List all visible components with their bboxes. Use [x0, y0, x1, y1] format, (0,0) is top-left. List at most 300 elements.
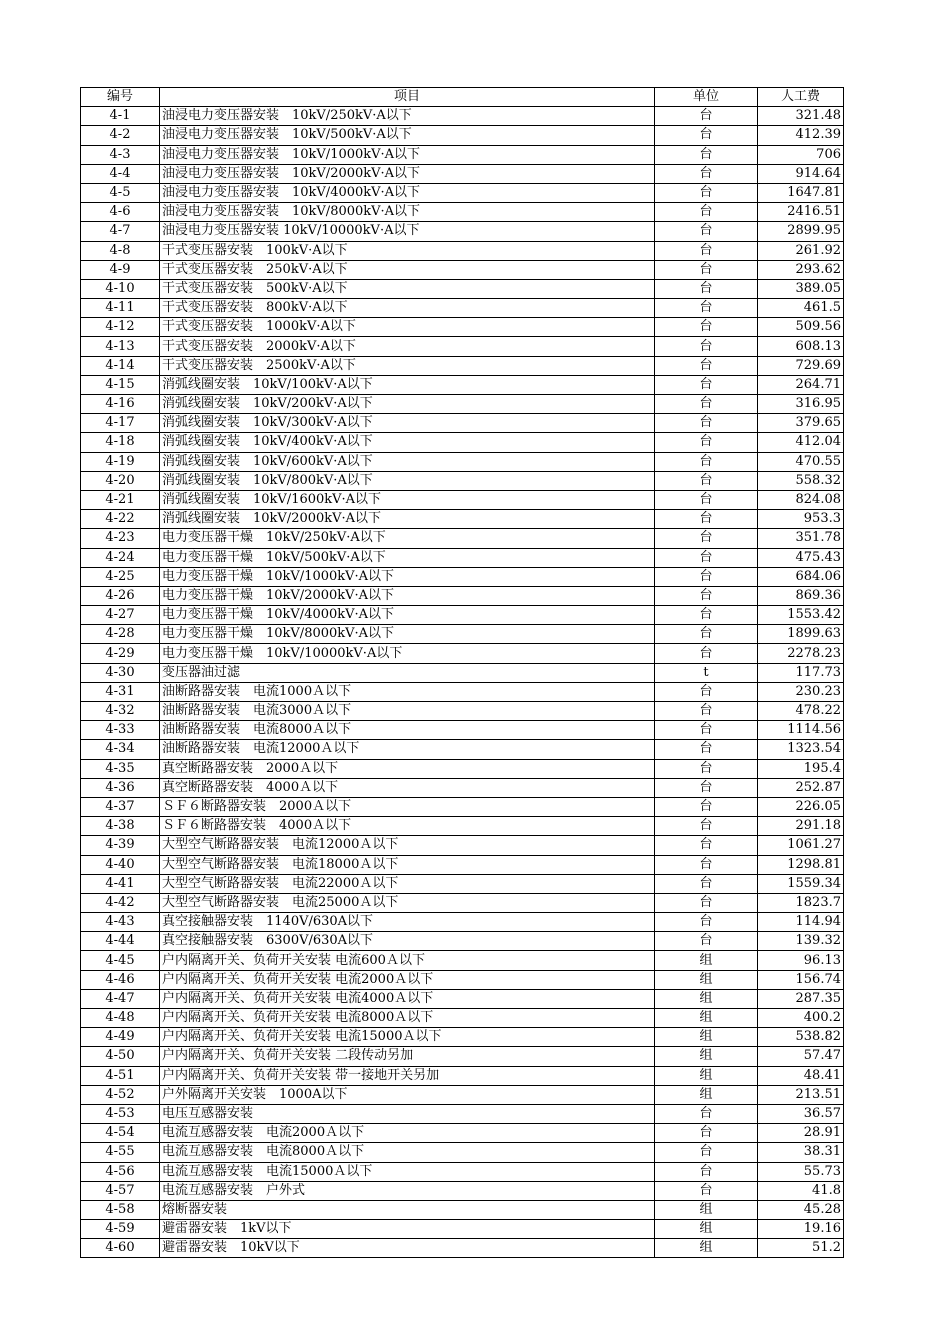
row-fee: 19.16 — [758, 1220, 844, 1239]
row-item: 干式变压器安装 1000kV·A以下 — [160, 318, 655, 337]
row-fee: 55.73 — [758, 1162, 844, 1181]
row-fee: 287.35 — [758, 989, 844, 1008]
row-fee: 461.5 — [758, 299, 844, 318]
row-item: 干式变压器安装 500kV·A以下 — [160, 279, 655, 298]
table-row — [81, 548, 844, 567]
row-code: 4-10 — [81, 279, 160, 298]
table-row — [81, 913, 844, 932]
row-fee: 38.31 — [758, 1143, 844, 1162]
row-fee: 1323.54 — [758, 740, 844, 759]
row-item: 油断路器安装 电流8000Ａ以下 — [160, 721, 655, 740]
row-unit: 台 — [655, 260, 758, 279]
row-item: 消弧线圈安装 10kV/1600kV·A以下 — [160, 490, 655, 509]
table-row — [81, 1181, 844, 1200]
row-unit: 台 — [655, 356, 758, 375]
row-unit: t — [655, 663, 758, 682]
row-code: 4-56 — [81, 1162, 160, 1181]
row-item: 户内隔离开关、负荷开关安装 电流8000Ａ以下 — [160, 1009, 655, 1028]
row-item: 油断路器安装 电流1000Ａ以下 — [160, 682, 655, 701]
row-item: 油浸电力变压器安装 10kV/8000kV·A以下 — [160, 203, 655, 222]
table-row — [81, 375, 844, 394]
table-row — [81, 1047, 844, 1066]
row-code: 4-5 — [81, 183, 160, 202]
row-code: 4-7 — [81, 222, 160, 241]
row-code: 4-18 — [81, 433, 160, 452]
row-fee: 509.56 — [758, 318, 844, 337]
row-unit: 组 — [655, 951, 758, 970]
row-item: 干式变压器安装 2000kV·A以下 — [160, 337, 655, 356]
row-fee: 252.87 — [758, 778, 844, 797]
row-fee: 226.05 — [758, 797, 844, 816]
row-item: 真空断路器安装 2000Ａ以下 — [160, 759, 655, 778]
row-code: 4-31 — [81, 682, 160, 701]
table-row — [81, 1162, 844, 1181]
row-code: 4-6 — [81, 203, 160, 222]
row-item: 真空接触器安装 6300V/630A以下 — [160, 932, 655, 951]
row-unit: 台 — [655, 874, 758, 893]
table-row — [81, 241, 844, 260]
row-fee: 729.69 — [758, 356, 844, 375]
row-unit: 台 — [655, 1124, 758, 1143]
row-fee: 558.32 — [758, 471, 844, 490]
row-unit: 组 — [655, 1239, 758, 1258]
row-item: ＳＦ６断路器安装 4000Ａ以下 — [160, 817, 655, 836]
row-fee: 869.36 — [758, 586, 844, 605]
row-code: 4-20 — [81, 471, 160, 490]
table-row — [81, 222, 844, 241]
row-unit: 台 — [655, 203, 758, 222]
table-row — [81, 279, 844, 298]
row-unit: 台 — [655, 1181, 758, 1200]
row-code: 4-3 — [81, 145, 160, 164]
table-row — [81, 510, 844, 529]
row-unit: 组 — [655, 989, 758, 1008]
row-fee: 379.65 — [758, 414, 844, 433]
row-fee: 213.51 — [758, 1085, 844, 1104]
row-item: 干式变压器安装 250kV·A以下 — [160, 260, 655, 279]
table-row — [81, 1028, 844, 1047]
row-code: 4-43 — [81, 913, 160, 932]
row-item: 熔断器安装 — [160, 1200, 655, 1219]
table-row — [81, 586, 844, 605]
table-row — [81, 356, 844, 375]
row-unit: 台 — [655, 836, 758, 855]
row-fee: 117.73 — [758, 663, 844, 682]
header-code: 编号 — [81, 88, 160, 107]
table-row — [81, 1239, 844, 1258]
row-unit: 台 — [655, 1143, 758, 1162]
row-item: 油浸电力变压器安装 10kV/10000kV·A以下 — [160, 222, 655, 241]
row-code: 4-21 — [81, 490, 160, 509]
row-item: 户内隔离开关、负荷开关安装 电流2000Ａ以下 — [160, 970, 655, 989]
row-unit: 台 — [655, 682, 758, 701]
row-fee: 293.62 — [758, 260, 844, 279]
row-fee: 1061.27 — [758, 836, 844, 855]
row-code: 4-36 — [81, 778, 160, 797]
row-item: 消弧线圈安装 10kV/800kV·A以下 — [160, 471, 655, 490]
row-unit: 台 — [655, 452, 758, 471]
row-unit: 台 — [655, 932, 758, 951]
row-fee: 316.95 — [758, 395, 844, 414]
row-fee: 41.8 — [758, 1181, 844, 1200]
row-unit: 台 — [655, 299, 758, 318]
row-item: 户内隔离开关、负荷开关安装 电流600Ａ以下 — [160, 951, 655, 970]
table-row — [81, 682, 844, 701]
row-fee: 953.3 — [758, 510, 844, 529]
row-item: 电压互感器安装 — [160, 1104, 655, 1123]
table-row — [81, 663, 844, 682]
row-code: 4-26 — [81, 586, 160, 605]
row-unit: 台 — [655, 241, 758, 260]
table-row — [81, 164, 844, 183]
table-row — [81, 203, 844, 222]
row-fee: 706 — [758, 145, 844, 164]
table-row — [81, 1104, 844, 1123]
row-unit: 台 — [655, 1162, 758, 1181]
table-row — [81, 625, 844, 644]
table-row — [81, 759, 844, 778]
header-item: 项目 — [160, 88, 655, 107]
row-item: 干式变压器安装 2500kV·A以下 — [160, 356, 655, 375]
table-row — [81, 1220, 844, 1239]
row-unit: 台 — [655, 702, 758, 721]
table-row — [81, 395, 844, 414]
row-unit: 台 — [655, 759, 758, 778]
row-code: 4-34 — [81, 740, 160, 759]
table-row — [81, 490, 844, 509]
row-unit: 组 — [655, 970, 758, 989]
row-code: 4-58 — [81, 1200, 160, 1219]
row-fee: 1298.81 — [758, 855, 844, 874]
row-item: 油断路器安装 电流12000Ａ以下 — [160, 740, 655, 759]
row-fee: 470.55 — [758, 452, 844, 471]
row-item: 户外隔离开关安装 1000A以下 — [160, 1085, 655, 1104]
row-code: 4-30 — [81, 663, 160, 682]
row-fee: 824.08 — [758, 490, 844, 509]
row-code: 4-8 — [81, 241, 160, 260]
row-code: 4-49 — [81, 1028, 160, 1047]
row-unit: 组 — [655, 1028, 758, 1047]
row-item: 避雷器安装 10kV以下 — [160, 1239, 655, 1258]
row-code: 4-47 — [81, 989, 160, 1008]
table-row — [81, 989, 844, 1008]
row-unit: 台 — [655, 414, 758, 433]
table-row — [81, 1200, 844, 1219]
row-item: 户内隔离开关、负荷开关安装 带一接地开关另加 — [160, 1066, 655, 1085]
row-item: ＳＦ６断路器安装 2000Ａ以下 — [160, 797, 655, 816]
row-fee: 261.92 — [758, 241, 844, 260]
row-code: 4-22 — [81, 510, 160, 529]
header-fee: 人工费 — [758, 88, 844, 107]
row-item: 户内隔离开关、负荷开关安装 电流15000Ａ以下 — [160, 1028, 655, 1047]
row-code: 4-29 — [81, 644, 160, 663]
row-code: 4-41 — [81, 874, 160, 893]
row-fee: 230.23 — [758, 682, 844, 701]
table-row — [81, 107, 844, 126]
row-unit: 台 — [655, 164, 758, 183]
row-unit: 台 — [655, 222, 758, 241]
row-unit: 台 — [655, 644, 758, 663]
table-row — [81, 797, 844, 816]
row-item: 消弧线圈安装 10kV/600kV·A以下 — [160, 452, 655, 471]
row-fee: 608.13 — [758, 337, 844, 356]
row-item: 电力变压器干燥 10kV/500kV·A以下 — [160, 548, 655, 567]
row-code: 4-53 — [81, 1104, 160, 1123]
row-item: 电流互感器安装 电流8000Ａ以下 — [160, 1143, 655, 1162]
row-fee: 1114.56 — [758, 721, 844, 740]
row-code: 4-24 — [81, 548, 160, 567]
row-unit: 台 — [655, 1104, 758, 1123]
row-unit: 台 — [655, 433, 758, 452]
row-item: 消弧线圈安装 10kV/400kV·A以下 — [160, 433, 655, 452]
row-code: 4-32 — [81, 702, 160, 721]
row-unit: 台 — [655, 107, 758, 126]
row-unit: 台 — [655, 529, 758, 548]
row-fee: 36.57 — [758, 1104, 844, 1123]
row-code: 4-44 — [81, 932, 160, 951]
row-code: 4-19 — [81, 452, 160, 471]
row-fee: 291.18 — [758, 817, 844, 836]
row-code: 4-16 — [81, 395, 160, 414]
row-code: 4-55 — [81, 1143, 160, 1162]
table-row — [81, 606, 844, 625]
row-item: 电力变压器干燥 10kV/10000kV·A以下 — [160, 644, 655, 663]
row-item: 真空接触器安装 1140V/630A以下 — [160, 913, 655, 932]
row-item: 油浸电力变压器安装 10kV/2000kV·A以下 — [160, 164, 655, 183]
row-unit: 组 — [655, 1009, 758, 1028]
row-unit: 台 — [655, 797, 758, 816]
table-row — [81, 874, 844, 893]
row-unit: 台 — [655, 893, 758, 912]
row-code: 4-37 — [81, 797, 160, 816]
row-code: 4-35 — [81, 759, 160, 778]
row-unit: 台 — [655, 778, 758, 797]
row-item: 真空断路器安装 4000Ａ以下 — [160, 778, 655, 797]
row-code: 4-23 — [81, 529, 160, 548]
row-item: 干式变压器安装 100kV·A以下 — [160, 241, 655, 260]
table-row — [81, 318, 844, 337]
row-unit: 台 — [655, 567, 758, 586]
row-item: 避雷器安装 1kV以下 — [160, 1220, 655, 1239]
row-fee: 914.64 — [758, 164, 844, 183]
table-row — [81, 299, 844, 318]
row-code: 4-57 — [81, 1181, 160, 1200]
row-code: 4-25 — [81, 567, 160, 586]
table-row — [81, 433, 844, 452]
row-item: 户内隔离开关、负荷开关安装 二段传动另加 — [160, 1047, 655, 1066]
row-unit: 台 — [655, 817, 758, 836]
row-item: 电流互感器安装 户外式 — [160, 1181, 655, 1200]
row-fee: 57.47 — [758, 1047, 844, 1066]
row-fee: 1553.42 — [758, 606, 844, 625]
row-fee: 2416.51 — [758, 203, 844, 222]
table-row — [81, 1066, 844, 1085]
row-unit: 台 — [655, 855, 758, 874]
row-code: 4-15 — [81, 375, 160, 394]
header-row — [81, 88, 844, 107]
row-fee: 114.94 — [758, 913, 844, 932]
row-code: 4-42 — [81, 893, 160, 912]
row-item: 大型空气断路器安装 电流22000Ａ以下 — [160, 874, 655, 893]
table-row — [81, 471, 844, 490]
row-fee: 45.28 — [758, 1200, 844, 1219]
table-row — [81, 644, 844, 663]
row-item: 油浸电力变压器安装 10kV/4000kV·A以下 — [160, 183, 655, 202]
row-item: 变压器油过滤 — [160, 663, 655, 682]
row-code: 4-59 — [81, 1220, 160, 1239]
table-row — [81, 1085, 844, 1104]
row-item: 干式变压器安装 800kV·A以下 — [160, 299, 655, 318]
row-unit: 台 — [655, 913, 758, 932]
row-fee: 412.04 — [758, 433, 844, 452]
row-fee: 195.4 — [758, 759, 844, 778]
row-unit: 台 — [655, 318, 758, 337]
table-row — [81, 740, 844, 759]
row-fee: 351.78 — [758, 529, 844, 548]
row-item: 电流互感器安装 电流15000Ａ以下 — [160, 1162, 655, 1181]
row-unit: 台 — [655, 183, 758, 202]
row-item: 大型空气断路器安装 电流25000Ａ以下 — [160, 893, 655, 912]
row-unit: 台 — [655, 510, 758, 529]
table-row — [81, 260, 844, 279]
row-fee: 2899.95 — [758, 222, 844, 241]
table-row — [81, 855, 844, 874]
row-code: 4-4 — [81, 164, 160, 183]
row-fee: 48.41 — [758, 1066, 844, 1085]
row-item: 消弧线圈安装 10kV/100kV·A以下 — [160, 375, 655, 394]
table-row — [81, 970, 844, 989]
row-fee: 1899.63 — [758, 625, 844, 644]
row-fee: 139.32 — [758, 932, 844, 951]
row-unit: 台 — [655, 586, 758, 605]
row-code: 4-13 — [81, 337, 160, 356]
row-code: 4-2 — [81, 126, 160, 145]
table-row — [81, 567, 844, 586]
row-item: 电力变压器干燥 10kV/4000kV·A以下 — [160, 606, 655, 625]
table-row — [81, 836, 844, 855]
row-unit: 台 — [655, 375, 758, 394]
row-code: 4-52 — [81, 1085, 160, 1104]
row-unit: 台 — [655, 126, 758, 145]
row-unit: 组 — [655, 1047, 758, 1066]
row-fee: 1647.81 — [758, 183, 844, 202]
table-row — [81, 126, 844, 145]
table-row — [81, 183, 844, 202]
row-fee: 321.48 — [758, 107, 844, 126]
table-row — [81, 932, 844, 951]
row-item: 消弧线圈安装 10kV/200kV·A以下 — [160, 395, 655, 414]
row-fee: 400.2 — [758, 1009, 844, 1028]
row-unit: 台 — [655, 471, 758, 490]
row-code: 4-27 — [81, 606, 160, 625]
row-fee: 412.39 — [758, 126, 844, 145]
row-unit: 台 — [655, 337, 758, 356]
row-code: 4-38 — [81, 817, 160, 836]
row-item: 电力变压器干燥 10kV/250kV·A以下 — [160, 529, 655, 548]
row-unit: 组 — [655, 1220, 758, 1239]
row-code: 4-45 — [81, 951, 160, 970]
row-code: 4-48 — [81, 1009, 160, 1028]
table-row — [81, 893, 844, 912]
row-fee: 475.43 — [758, 548, 844, 567]
row-item: 消弧线圈安装 10kV/2000kV·A以下 — [160, 510, 655, 529]
row-code: 4-14 — [81, 356, 160, 375]
row-item: 油断路器安装 电流3000Ａ以下 — [160, 702, 655, 721]
row-fee: 684.06 — [758, 567, 844, 586]
table-row — [81, 1143, 844, 1162]
row-item: 油浸电力变压器安装 10kV/250kV·A以下 — [160, 107, 655, 126]
table-row — [81, 817, 844, 836]
row-unit: 台 — [655, 279, 758, 298]
row-item: 消弧线圈安装 10kV/300kV·A以下 — [160, 414, 655, 433]
row-item: 电流互感器安装 电流2000Ａ以下 — [160, 1124, 655, 1143]
row-item: 户内隔离开关、负荷开关安装 电流4000Ａ以下 — [160, 989, 655, 1008]
row-fee: 478.22 — [758, 702, 844, 721]
row-code: 4-39 — [81, 836, 160, 855]
row-code: 4-12 — [81, 318, 160, 337]
row-unit: 台 — [655, 606, 758, 625]
table-row — [81, 702, 844, 721]
row-code: 4-51 — [81, 1066, 160, 1085]
row-fee: 1823.7 — [758, 893, 844, 912]
table-row — [81, 452, 844, 471]
row-item: 油浸电力变压器安装 10kV/500kV·A以下 — [160, 126, 655, 145]
row-unit: 台 — [655, 625, 758, 644]
row-unit: 组 — [655, 1200, 758, 1219]
row-fee: 2278.23 — [758, 644, 844, 663]
row-fee: 389.05 — [758, 279, 844, 298]
table-row — [81, 337, 844, 356]
row-fee: 51.2 — [758, 1239, 844, 1258]
row-code: 4-60 — [81, 1239, 160, 1258]
row-unit: 组 — [655, 1085, 758, 1104]
table-body — [81, 107, 844, 1258]
row-code: 4-33 — [81, 721, 160, 740]
row-item: 电力变压器干燥 10kV/8000kV·A以下 — [160, 625, 655, 644]
row-code: 4-40 — [81, 855, 160, 874]
table-row — [81, 1124, 844, 1143]
row-unit: 台 — [655, 490, 758, 509]
row-item: 大型空气断路器安装 电流12000Ａ以下 — [160, 836, 655, 855]
row-unit: 台 — [655, 145, 758, 164]
row-item: 电力变压器干燥 10kV/2000kV·A以下 — [160, 586, 655, 605]
row-item: 油浸电力变压器安装 10kV/1000kV·A以下 — [160, 145, 655, 164]
row-fee: 96.13 — [758, 951, 844, 970]
table-row — [81, 529, 844, 548]
table-row — [81, 951, 844, 970]
row-code: 4-9 — [81, 260, 160, 279]
row-code: 4-54 — [81, 1124, 160, 1143]
row-unit: 台 — [655, 548, 758, 567]
row-fee: 156.74 — [758, 970, 844, 989]
row-item: 大型空气断路器安装 电流18000Ａ以下 — [160, 855, 655, 874]
row-code: 4-50 — [81, 1047, 160, 1066]
table-row — [81, 721, 844, 740]
row-code: 4-28 — [81, 625, 160, 644]
row-unit: 台 — [655, 721, 758, 740]
table-row — [81, 414, 844, 433]
row-fee: 538.82 — [758, 1028, 844, 1047]
row-code: 4-46 — [81, 970, 160, 989]
row-unit: 组 — [655, 1066, 758, 1085]
cost-table — [80, 87, 844, 1258]
table-row — [81, 145, 844, 164]
row-code: 4-11 — [81, 299, 160, 318]
table-row — [81, 778, 844, 797]
row-fee: 1559.34 — [758, 874, 844, 893]
row-code: 4-17 — [81, 414, 160, 433]
row-code: 4-1 — [81, 107, 160, 126]
